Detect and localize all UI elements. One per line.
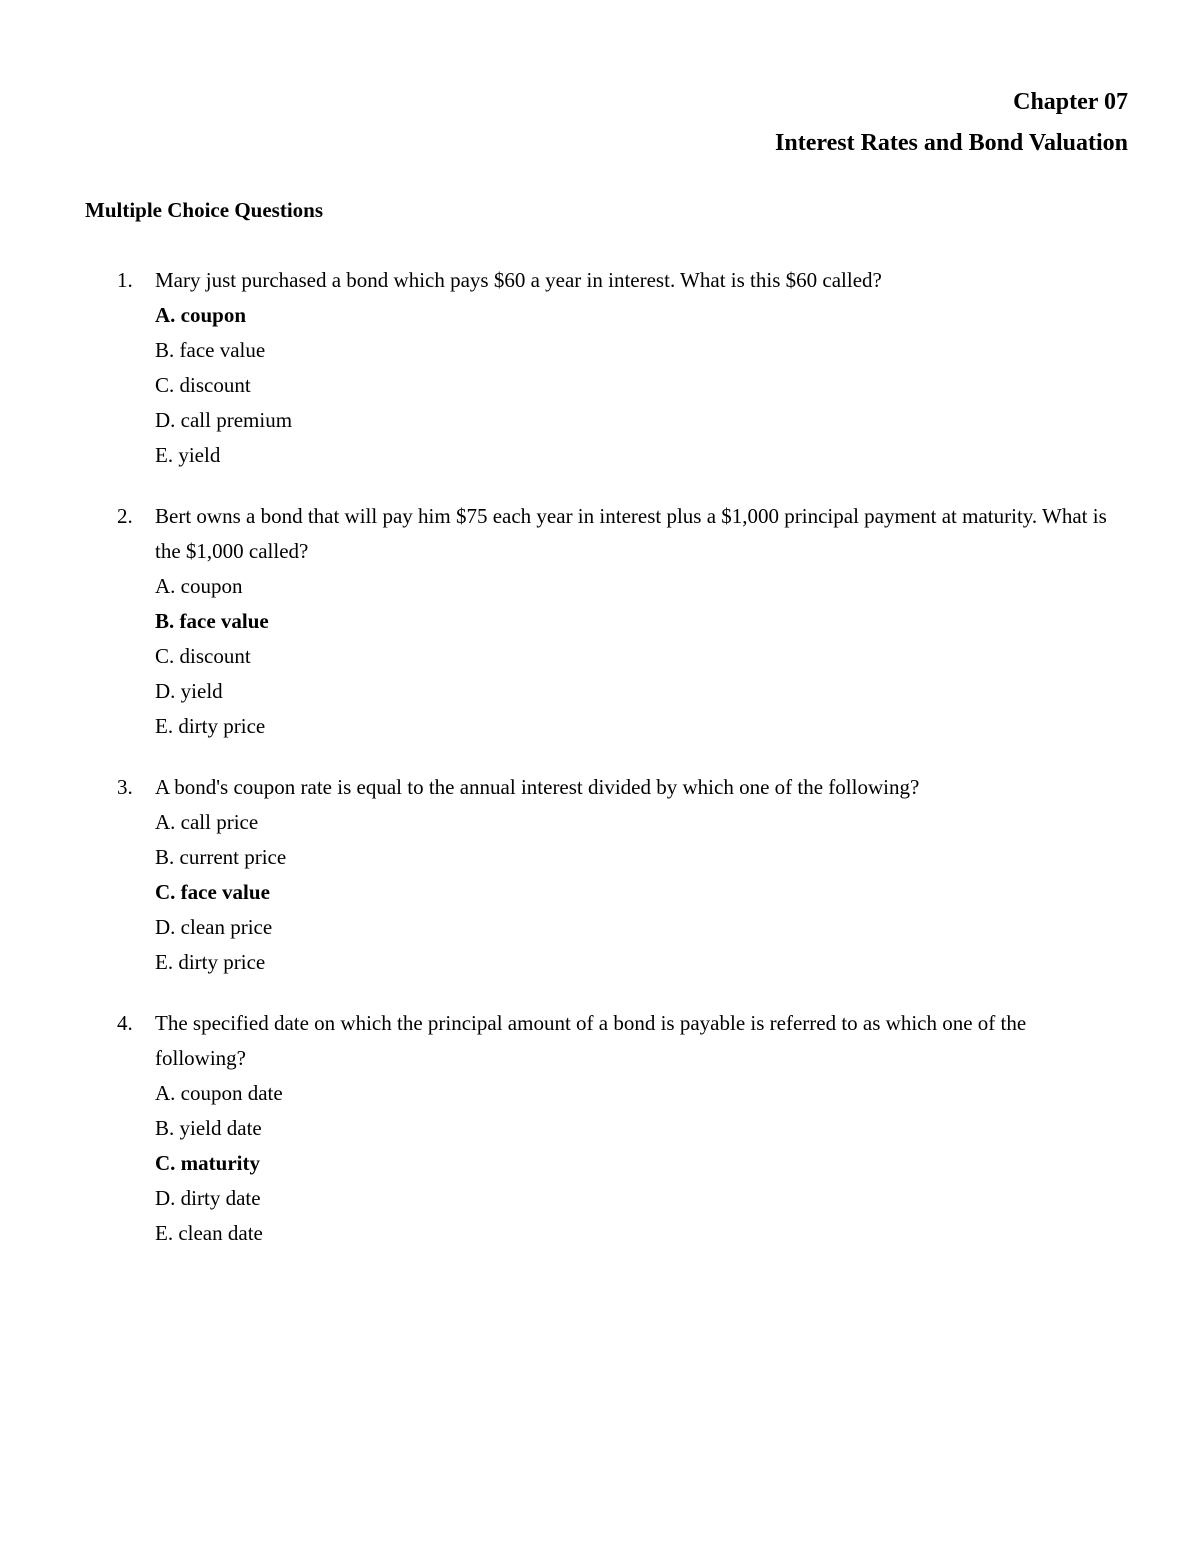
answer-option: A. coupon bbox=[155, 303, 247, 327]
answer-option: A. coupon date bbox=[155, 1081, 283, 1105]
answer-options bbox=[155, 569, 1117, 744]
question-number: 3. bbox=[117, 775, 133, 799]
question-list bbox=[117, 263, 1117, 1277]
answer-option: E. clean date bbox=[155, 1221, 263, 1245]
answer-option: E. dirty price bbox=[155, 950, 266, 974]
answer-option: B. current price bbox=[155, 845, 287, 869]
answer-option: E. yield bbox=[155, 443, 221, 467]
answer-option: E. dirty price bbox=[155, 714, 266, 738]
question-1 bbox=[117, 263, 1117, 473]
answer-option: A. call price bbox=[155, 810, 259, 834]
answer-option: D. call premium bbox=[155, 408, 293, 432]
answer-option: B. yield date bbox=[155, 1116, 262, 1140]
question-number: 1. bbox=[117, 268, 133, 292]
question-stem: Mary just purchased a bond which pays $60 a year in interest. What is this $60 called? bbox=[155, 268, 882, 292]
question-4 bbox=[117, 1006, 1117, 1251]
question-stem: Bert owns a bond that will pay him $75 each year in interest plus a $1,000 principal payment at maturity. What is the $1,000 called? bbox=[155, 504, 1107, 563]
answer-options bbox=[155, 1076, 1117, 1251]
section-heading: Multiple Choice Questions bbox=[85, 198, 324, 222]
answer-option: D. clean price bbox=[155, 915, 273, 939]
answer-option: B. face value bbox=[155, 338, 266, 362]
question-stem: The specified date on which the principal amount of a bond is payable is referred to as which one of the following? bbox=[155, 1011, 1027, 1070]
answer-option: D. dirty date bbox=[155, 1186, 261, 1210]
answer-options bbox=[155, 298, 1117, 473]
question-stem: A bond's coupon rate is equal to the annual interest divided by which one of the following? bbox=[155, 775, 920, 799]
answer-option: C. maturity bbox=[155, 1151, 260, 1175]
question-2 bbox=[117, 499, 1117, 744]
answer-option: C. face value bbox=[155, 880, 270, 904]
question-number: 4. bbox=[117, 1011, 133, 1035]
question-number: 2. bbox=[117, 504, 133, 528]
answer-option: A. coupon bbox=[155, 574, 243, 598]
answer-option: B. face value bbox=[155, 609, 269, 633]
answer-options bbox=[155, 805, 1117, 980]
chapter-title: Interest Rates and Bond Valuation bbox=[775, 130, 1128, 156]
question-3 bbox=[117, 770, 1117, 980]
chapter-number: Chapter 07 bbox=[1013, 89, 1128, 115]
answer-option: D. yield bbox=[155, 679, 223, 703]
answer-option: C. discount bbox=[155, 373, 251, 397]
answer-option: C. discount bbox=[155, 644, 251, 668]
